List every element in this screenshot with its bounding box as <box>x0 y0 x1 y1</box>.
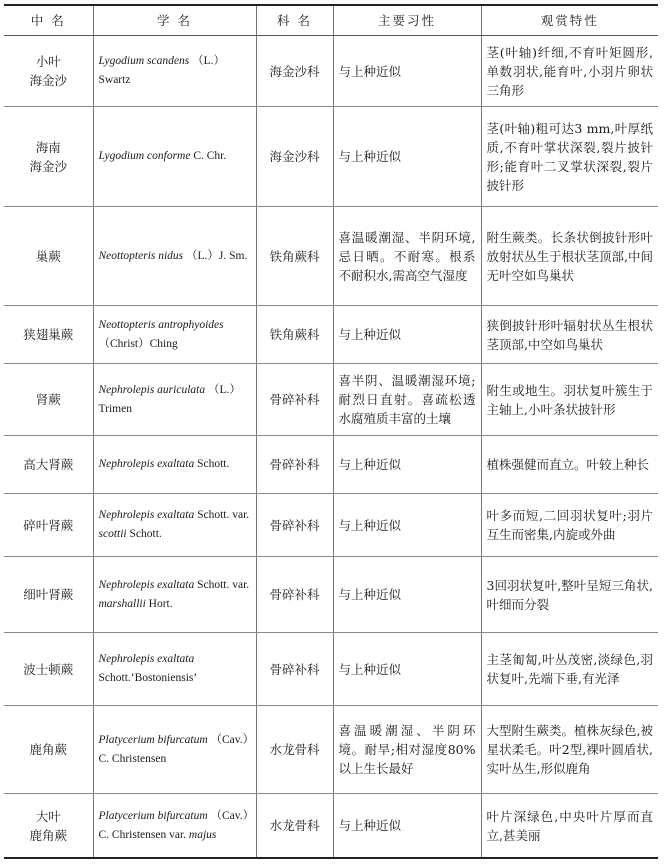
cell-scientific-name <box>93 794 256 858</box>
chinese-name-line: 狭翅巢蕨 <box>23 327 74 343</box>
cell-scientific-name <box>93 306 256 364</box>
cell-chinese-name <box>4 36 93 107</box>
cell-scientific-name <box>93 36 256 107</box>
chinese-name-line: 巢蕨 <box>35 248 61 264</box>
chinese-name-line: 高大肾蕨 <box>23 457 74 473</box>
table-row <box>4 207 658 306</box>
scientific-name-authority: Schott. <box>197 458 230 471</box>
cell-ornamental-features: 茎(叶轴)纤细,不育叶矩圆形,单数羽状,能育叶,小羽片卵状三角形 <box>481 36 658 107</box>
cell-family: 骨碎补科 <box>256 436 333 494</box>
cell-main-habits: 喜半阴、温暖潮湿环境;耐烈日直射。喜疏松透水腐殖质丰富的土壤 <box>333 364 481 436</box>
cell-family: 骨碎补科 <box>256 557 333 633</box>
cell-ornamental-features: 植株强健而直立。叶较上种长 <box>481 436 658 494</box>
cell-family: 铁角蕨科 <box>256 207 333 306</box>
table-row <box>4 557 658 633</box>
cell-family: 海金沙科 <box>256 107 333 207</box>
scientific-name-authority: （L.）J. Sm. <box>186 249 248 262</box>
chinese-name-line: 肾蕨 <box>35 392 61 408</box>
cell-chinese-name <box>4 364 93 436</box>
cell-main-habits: 与上种近似 <box>333 36 481 107</box>
table-row <box>4 633 658 705</box>
cell-chinese-name <box>4 494 93 557</box>
scientific-name-epithet: marshallii <box>98 597 146 610</box>
cell-main-habits: 与上种近似 <box>333 107 481 207</box>
cell-main-habits: 与上种近似 <box>333 794 481 858</box>
table-row <box>4 494 658 557</box>
cell-main-habits: 与上种近似 <box>333 557 481 633</box>
cell-scientific-name <box>93 207 256 306</box>
cell-family: 骨碎补科 <box>256 494 333 557</box>
chinese-name-line: 波士顿蕨 <box>23 661 74 677</box>
scientific-name-genus-species: Nephrolepis auriculata <box>98 383 206 396</box>
cell-scientific-name <box>93 705 256 794</box>
table-row <box>4 364 658 436</box>
cell-chinese-name <box>4 633 93 705</box>
table-row <box>4 436 658 494</box>
cell-chinese-name <box>4 107 93 207</box>
scientific-name-genus-species: Nephrolepis exaltata <box>98 458 195 471</box>
scientific-name-authority: （Christ）Ching <box>98 337 178 350</box>
scientific-name-authority: （Cav.）C. Christensen <box>98 809 249 841</box>
header-chinese-name: 中 名 <box>4 5 93 36</box>
header-main-habits: 主要习性 <box>333 5 481 36</box>
chinese-name-line: 海金沙 <box>29 158 67 174</box>
table-row <box>4 107 658 207</box>
chinese-name-line: 细叶肾蕨 <box>23 587 74 603</box>
cell-scientific-name <box>93 436 256 494</box>
scientific-name-genus-species: Platycerium bifurcatum <box>98 733 208 746</box>
cell-ornamental-features: 狭倒披针形叶辐射状丛生根状茎顶部,中空如鸟巢状 <box>481 306 658 364</box>
cell-family: 水龙骨科 <box>256 794 333 858</box>
cell-main-habits: 与上种近似 <box>333 306 481 364</box>
cell-main-habits: 与上种近似 <box>333 436 481 494</box>
cell-family: 骨碎补科 <box>256 633 333 705</box>
scientific-name-authority: Schott.‘Bostoniensis’ <box>98 672 198 685</box>
table-row <box>4 794 658 858</box>
scientific-name-authority: （Cav.）C. Christensen <box>98 733 249 765</box>
scientific-name-genus-species: Nephrolepis exaltata <box>98 578 195 591</box>
cell-ornamental-features: 大型附生蕨类。植株灰绿色,被星状柔毛。叶2型,裸叶圆盾状,实叶丛生,形似鹿角 <box>481 705 658 794</box>
cell-scientific-name <box>93 364 256 436</box>
cell-chinese-name <box>4 705 93 794</box>
cell-ornamental-features: 附生蕨类。长条状倒披针形叶放射状丛生于根状茎顶部,中间无叶空如鸟巢状 <box>481 207 658 306</box>
fern-species-table <box>4 4 658 859</box>
scientific-name-authority: Schott. var. <box>197 578 250 591</box>
cell-chinese-name <box>4 306 93 364</box>
cell-chinese-name <box>4 436 93 494</box>
chinese-name-line: 鹿角蕨 <box>29 827 67 843</box>
cell-chinese-name <box>4 207 93 306</box>
cell-chinese-name <box>4 794 93 858</box>
cell-ornamental-features: 叶多而短,二回羽状复叶;羽片互生而密集,内旋或外曲 <box>481 494 658 557</box>
cell-family: 骨碎补科 <box>256 364 333 436</box>
cell-scientific-name <box>93 633 256 705</box>
scientific-name-authority: （L.）Trimen <box>98 383 241 415</box>
scientific-name-rank: var. <box>169 828 187 841</box>
table-row <box>4 705 658 794</box>
cell-ornamental-features: 茎(叶轴)粗可达3 mm,叶厚纸质,不育叶掌状深裂,裂片披针形;能育叶二叉掌状深裂,裂片披针形 <box>481 107 658 207</box>
scientific-name-authority: C. Chr. <box>193 150 227 163</box>
header-scientific-name: 学 名 <box>93 5 256 36</box>
scientific-name-authority: Schott. var. <box>197 509 250 522</box>
chinese-name-line: 碎叶肾蕨 <box>23 517 74 533</box>
cell-scientific-name <box>93 494 256 557</box>
cell-chinese-name <box>4 557 93 633</box>
scientific-name-genus-species: Neottopteris nidus <box>98 249 184 262</box>
scientific-name-authority: （L.）Swartz <box>98 55 225 87</box>
scientific-name-genus-species: Lygodium conforme <box>98 150 191 163</box>
cell-main-habits: 喜温暖潮湿、半阴环境,忌日晒。不耐寒。根系不耐积水,需高空气湿度 <box>333 207 481 306</box>
scientific-name-genus-species: Nephrolepis exaltata <box>98 653 195 666</box>
cell-scientific-name <box>93 557 256 633</box>
chinese-name-line: 海南 <box>35 139 61 155</box>
cell-main-habits: 喜温暖潮湿、半阴环境。耐旱;相对湿度80%以上生长最好 <box>333 705 481 794</box>
cell-ornamental-features: 叶片深绿色,中央叶片厚而直立,甚美丽 <box>481 794 658 858</box>
scientific-name-authority-2: Schott. <box>129 528 162 541</box>
scientific-name-genus-species: Neottopteris antrophyoides <box>98 318 224 331</box>
chinese-name-line: 大叶 <box>35 808 61 824</box>
table-header-row <box>4 5 658 36</box>
cell-main-habits: 与上种近似 <box>333 633 481 705</box>
cell-family: 铁角蕨科 <box>256 306 333 364</box>
scientific-name-epithet: scottii <box>98 528 127 541</box>
header-ornamental-features: 观赏特性 <box>481 5 658 36</box>
chinese-name-line: 鹿角蕨 <box>29 742 67 758</box>
cell-scientific-name <box>93 107 256 207</box>
scientific-name-authority-2: Hort. <box>148 597 173 610</box>
chinese-name-line: 小叶 <box>35 54 61 70</box>
scientific-name-genus-species: Platycerium bifurcatum <box>98 809 208 822</box>
header-family: 科 名 <box>256 5 333 36</box>
cell-ornamental-features: 附生或地生。羽状复叶簇生于主轴上,小叶条状披针形 <box>481 364 658 436</box>
cell-main-habits: 与上种近似 <box>333 494 481 557</box>
cell-ornamental-features: 3回羽状复叶,整叶呈短三角状,叶细而分裂 <box>481 557 658 633</box>
cell-family: 海金沙科 <box>256 36 333 107</box>
cell-ornamental-features: 主茎匍匐,叶丛茂密,淡绿色,羽状复叶,先端下垂,有光泽 <box>481 633 658 705</box>
scientific-name-genus-species: Lygodium scandens <box>98 55 190 68</box>
scientific-name-genus-species: Nephrolepis exaltata <box>98 509 195 522</box>
table-row <box>4 36 658 107</box>
table-row <box>4 306 658 364</box>
cell-family: 水龙骨科 <box>256 705 333 794</box>
chinese-name-line: 海金沙 <box>29 73 67 89</box>
scientific-name-epithet: majus <box>188 828 217 841</box>
